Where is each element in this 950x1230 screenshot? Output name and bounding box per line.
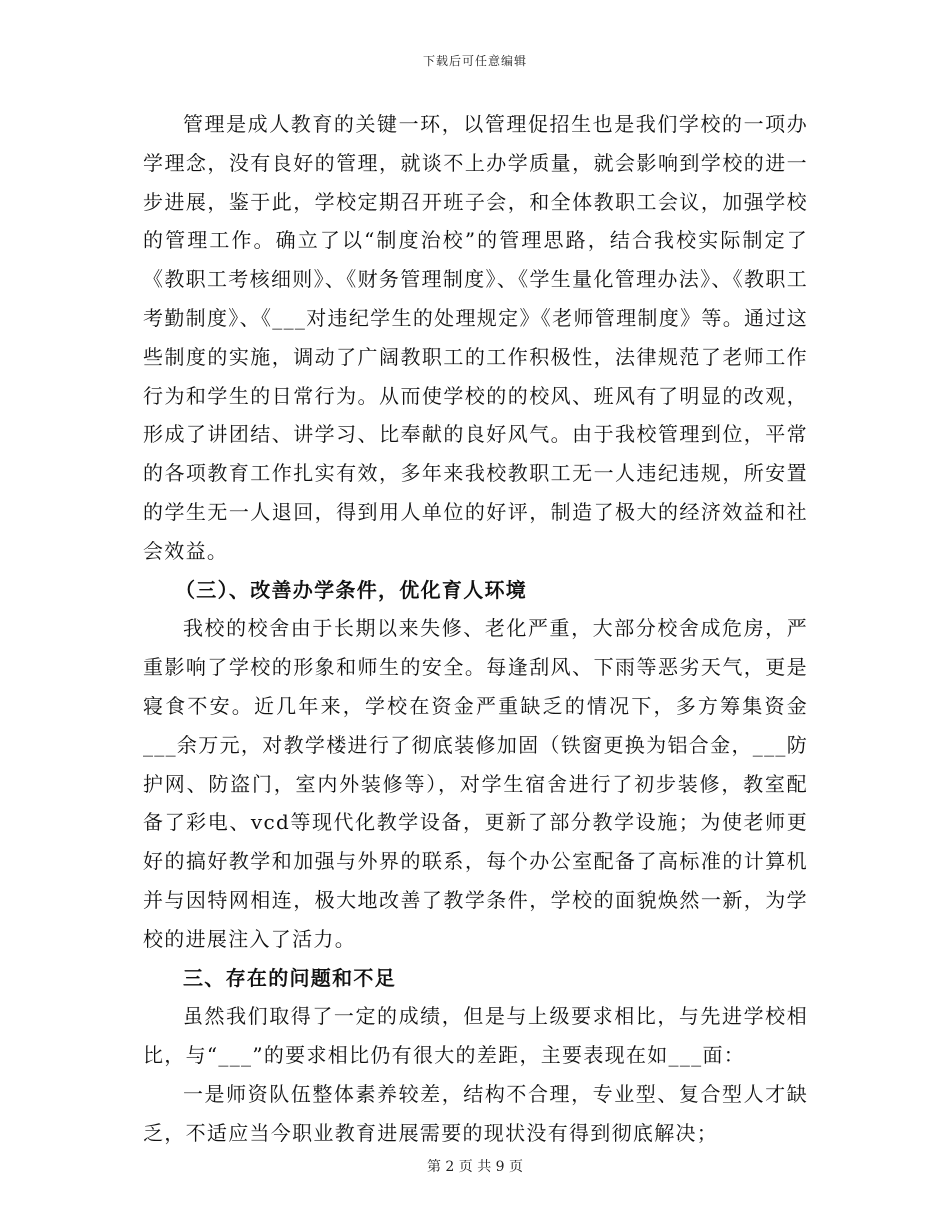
section-heading-problems: 三、存在的问题和不足	[183, 965, 396, 990]
paragraph-facilities: 我校的校舍由于长期以来失修、老化严重，大部分校舍成危房，严重影响了学校的形象和师生的安全。每逢刮风、下雨等恶劣天气，更是寝食不安。近几年来，学校在资金严重缺乏的情况下，多方筹集资金___余万元，对教学楼进行了彻底装修加固（铁窗更换为铝合金，___防护网、防盗门，室内外装修等），对学生宿舍进行了初步装修，教室配备了彩电、vcd等现代化教学设备，更新了部分教学设施；为使老师更好的搞好教学和加强与外界的联系，每个办公室配备了高标准的计算机并与因特网相连，极大地改善了教学条件，学校的面貌焕然一新，为学校的进展注入了活力。	[143, 616, 808, 951]
page-header: 下载后可任意编辑	[422, 54, 527, 68]
document-body	[143, 105, 808, 1153]
section-heading-conditions: （三）、改善办学条件，优化育人环境	[175, 577, 528, 602]
paragraph-teacher-quality: 一是师资队伍整体素养较差，结构不合理，专业型、复合型人才缺乏，不适应当今职业教育进展需要的现状没有得到彻底解决；	[143, 1081, 808, 1145]
paragraph-gap-summary: 虽然我们取得了一定的成绩，但是与上级要求相比，与先进学校相比，与“___”的要求相比仍有很大的差距，主要表现在如___面：	[143, 1004, 808, 1068]
paragraph-management: 管理是成人教育的关键一环，以管理促招生也是我们学校的一项办学理念，没有良好的管理，就谈不上办学质量，就会影响到学校的进一步进展，鉴于此，学校定期召开班子会，和全体教职工会议，加强学校的管理工作。确立了以“制度治校”的管理思路，结合我校实际制定了《教职工考核细则》、《财务管理制度》、《学生量化管理办法》、《教职工考勤制度》、《___对违纪学生的处理规定》《老师管理制度》等。通过这些制度的实施，调动了广阔教职工的工作积极性，法律规范了老师工作行为和学生的日常行为。从而使学校的的校风、班风有了明显的改观，形成了讲团结、讲学习、比奉献的良好风气。由于我校管理到位，平常的各项教育工作扎实有效，多年来我校教职工无一人违纪违规，所安置的学生无一人退回，得到用人单位的好评，制造了极大的经济效益和社会效益。	[143, 112, 808, 563]
page-number-footer: 第 2 页 共 9 页	[426, 1159, 524, 1175]
